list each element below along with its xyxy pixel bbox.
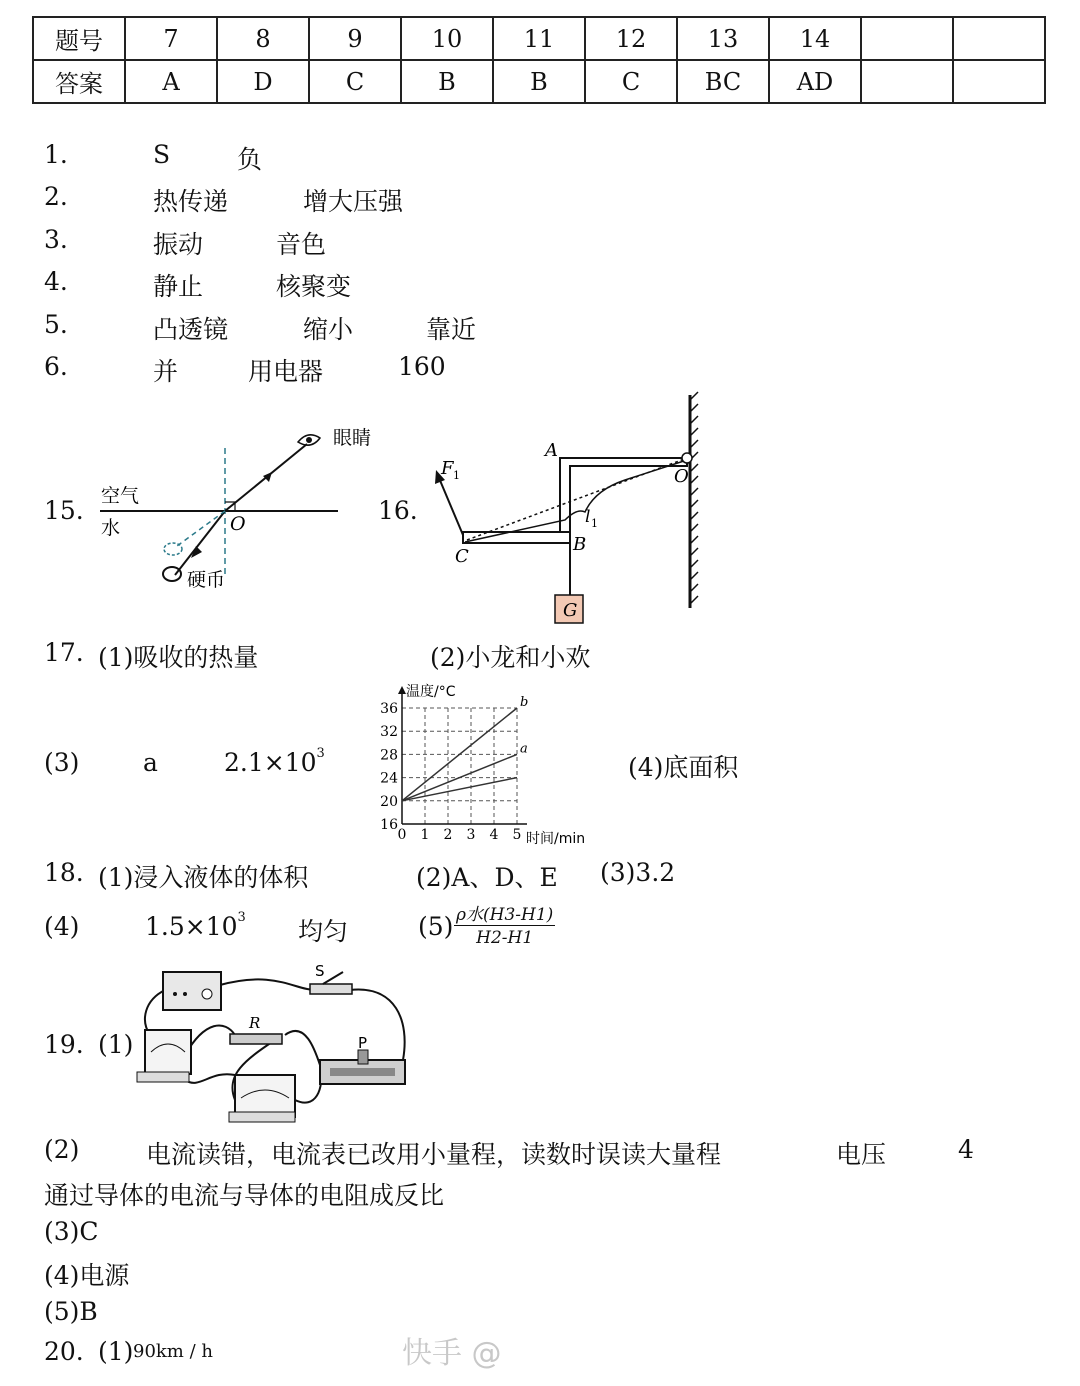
table-cell bbox=[861, 17, 953, 60]
label-eye: 眼睛 bbox=[333, 427, 372, 449]
chart-grid bbox=[402, 708, 517, 824]
table-cell: B bbox=[401, 60, 493, 103]
chart-y-tick-label: 36 bbox=[380, 701, 398, 717]
answer-text: (1)吸收的热量 bbox=[98, 643, 259, 672]
answer-text: a bbox=[143, 748, 158, 777]
answer-text: 160 bbox=[398, 352, 446, 381]
answer-value: $1.5\times 10^3$ bbox=[145, 910, 246, 941]
answer-value: $2.1\times 10^3$ bbox=[224, 746, 325, 777]
chart-ylabel: 温度/°C bbox=[406, 684, 456, 700]
chart-y-tick-label: 32 bbox=[380, 724, 398, 741]
table-cell: C bbox=[585, 60, 677, 103]
label-o: O bbox=[674, 466, 689, 487]
answer-text: (1) bbox=[98, 1030, 134, 1059]
label-switch: S bbox=[315, 962, 325, 980]
answer-table-number-row bbox=[33, 17, 1045, 60]
answer-text: (2) bbox=[44, 1135, 80, 1164]
bracket-horizontal bbox=[463, 532, 570, 543]
table-cell: 12 bbox=[585, 17, 677, 60]
answer-text: 振动 bbox=[153, 230, 204, 259]
answer-table-answer-row bbox=[33, 60, 1045, 103]
answer-table bbox=[32, 16, 1046, 104]
answer-text: (5) bbox=[418, 912, 454, 941]
answer-text: 核聚变 bbox=[276, 272, 352, 301]
answer-text: (1)浸入液体的体积 bbox=[98, 863, 309, 892]
answer-text: (4)底面积 bbox=[628, 753, 739, 782]
chart-y-axis-arrow bbox=[398, 686, 406, 694]
answer-text: (2)小龙和小欢 bbox=[430, 643, 591, 672]
table-cell bbox=[953, 17, 1045, 60]
chart-axes bbox=[398, 686, 527, 824]
table-header-cell: 答案 bbox=[33, 60, 125, 103]
answer-text: 凸透镜 bbox=[153, 315, 229, 344]
answer-number: 3. bbox=[44, 225, 68, 254]
table-cell bbox=[953, 60, 1045, 103]
label-air: 空气 bbox=[101, 485, 140, 507]
question-number: 19. bbox=[44, 1030, 84, 1059]
table-header-cell: 题号 bbox=[33, 17, 125, 60]
chart-x-tick-label: 0 bbox=[397, 827, 407, 843]
answer-text: 增大压强 bbox=[303, 187, 404, 216]
label-c: C bbox=[455, 546, 469, 567]
fraction-denominator: H2-H1 bbox=[476, 928, 534, 948]
answer-text: S bbox=[153, 140, 171, 169]
table-cell: A bbox=[125, 60, 217, 103]
answer-text: (4)电源 bbox=[44, 1261, 130, 1290]
answer-text: 负 bbox=[237, 145, 263, 174]
label-water: 水 bbox=[101, 517, 121, 539]
answer-number: 1. bbox=[44, 140, 68, 169]
answer-value: 90km / h bbox=[133, 1341, 213, 1362]
bracket-vertical bbox=[560, 458, 687, 543]
chart-series bbox=[402, 695, 528, 801]
answer-text: 静止 bbox=[153, 272, 204, 301]
answer-text: (3)3.2 bbox=[600, 858, 676, 887]
chart-x-tick-label: 3 bbox=[466, 827, 476, 843]
answer-text: 热传递 bbox=[153, 187, 229, 216]
answer-text: (2)A、D、E bbox=[416, 863, 558, 892]
table-cell bbox=[861, 60, 953, 103]
answer-text: 均匀 bbox=[298, 917, 349, 946]
answer-text: (3) bbox=[44, 748, 80, 777]
label-resistor: R bbox=[249, 1014, 261, 1032]
label-f1: F bbox=[441, 458, 454, 479]
answer-text: 缩小 bbox=[303, 315, 354, 344]
pivot-icon bbox=[682, 453, 692, 463]
chart-y-tick-label: 16 bbox=[380, 817, 398, 833]
table-cell: 13 bbox=[677, 17, 769, 60]
label-a: A bbox=[545, 440, 558, 461]
answer-text: 用电器 bbox=[248, 357, 324, 386]
circuit-diagram bbox=[125, 960, 415, 1125]
chart-y-tick-label: 24 bbox=[380, 770, 398, 787]
answer-number: 4. bbox=[44, 267, 68, 296]
table-cell: 8 bbox=[217, 17, 309, 60]
force-f1 bbox=[439, 478, 463, 535]
question-number: 18. bbox=[44, 858, 84, 887]
chart-x-tick-label: 4 bbox=[489, 827, 499, 843]
label-slider: P bbox=[358, 1034, 368, 1052]
answer-text: 4 bbox=[958, 1135, 974, 1164]
answer-text: 通过导体的电流与导体的电阻成反比 bbox=[44, 1181, 445, 1210]
resistor-icon bbox=[230, 1034, 282, 1044]
label-l1-sub: 1 bbox=[591, 517, 598, 530]
table-cell: 14 bbox=[769, 17, 861, 60]
answer-text: (3)C bbox=[44, 1217, 99, 1246]
answer-text: (1) bbox=[98, 1337, 134, 1366]
refracted-ray-water bbox=[175, 511, 225, 575]
ray-arrow-icon bbox=[263, 472, 272, 482]
chart-x-tick-label: 5 bbox=[512, 827, 522, 843]
question-number: 15. bbox=[44, 496, 84, 525]
table-cell: BC bbox=[677, 60, 769, 103]
answer-number: 6. bbox=[44, 352, 68, 381]
chart-series-line bbox=[402, 778, 517, 801]
coin-icon bbox=[163, 567, 181, 581]
label-g: G bbox=[563, 600, 578, 621]
power-supply-icon bbox=[163, 972, 221, 1010]
answer-number: 5. bbox=[44, 310, 68, 339]
label-f1-sub: 1 bbox=[453, 469, 460, 482]
density-fraction bbox=[454, 900, 555, 948]
chart-x-tick-label: 1 bbox=[420, 827, 430, 843]
label-l1: l bbox=[585, 507, 591, 527]
switch-icon bbox=[310, 984, 352, 994]
temperature-chart bbox=[372, 676, 602, 851]
table-cell: 10 bbox=[401, 17, 493, 60]
table-cell: 9 bbox=[309, 17, 401, 60]
label-coin: 硬币 bbox=[187, 569, 226, 591]
answer-text: 音色 bbox=[276, 230, 327, 259]
question-number: 20. bbox=[44, 1337, 84, 1366]
lever-diagram bbox=[425, 390, 715, 630]
answer-text: 并 bbox=[153, 357, 179, 386]
table-cell: B bbox=[493, 60, 585, 103]
table-cell: C bbox=[309, 60, 401, 103]
table-cell: 11 bbox=[493, 17, 585, 60]
chart-x-tick-label: 2 bbox=[443, 827, 453, 843]
question-number: 16. bbox=[378, 496, 418, 525]
label-b: B bbox=[573, 534, 587, 555]
chart-series-label: b bbox=[520, 695, 529, 710]
chart-series-label: a bbox=[520, 741, 528, 757]
answer-text: (4) bbox=[44, 912, 80, 941]
answer-text: 电流读错，电流表已改用小量程，读数时误读大量程 bbox=[146, 1140, 722, 1169]
voltmeter-icon bbox=[145, 1030, 191, 1074]
answer-text: (5)B bbox=[44, 1297, 98, 1326]
chart-y-tick-label: 20 bbox=[380, 793, 398, 810]
question-number: 17. bbox=[44, 638, 84, 667]
coin-image-icon bbox=[164, 543, 182, 555]
moment-arm-l1 bbox=[465, 460, 687, 542]
answer-text: 靠近 bbox=[426, 315, 477, 344]
refraction-diagram bbox=[95, 420, 395, 600]
table-cell: D bbox=[217, 60, 309, 103]
label-point-o: O bbox=[230, 513, 246, 535]
watermark: 快手 @ bbox=[402, 1336, 502, 1371]
chart-xlabel: 时间/min bbox=[526, 831, 586, 847]
chart-y-tick-label: 28 bbox=[380, 747, 398, 764]
table-cell: AD bbox=[769, 60, 861, 103]
answer-number: 2. bbox=[44, 182, 68, 211]
answer-text: 电压 bbox=[836, 1140, 887, 1169]
fraction-numerator: ρ水(H3-H1) bbox=[454, 900, 555, 926]
table-cell: 7 bbox=[125, 17, 217, 60]
